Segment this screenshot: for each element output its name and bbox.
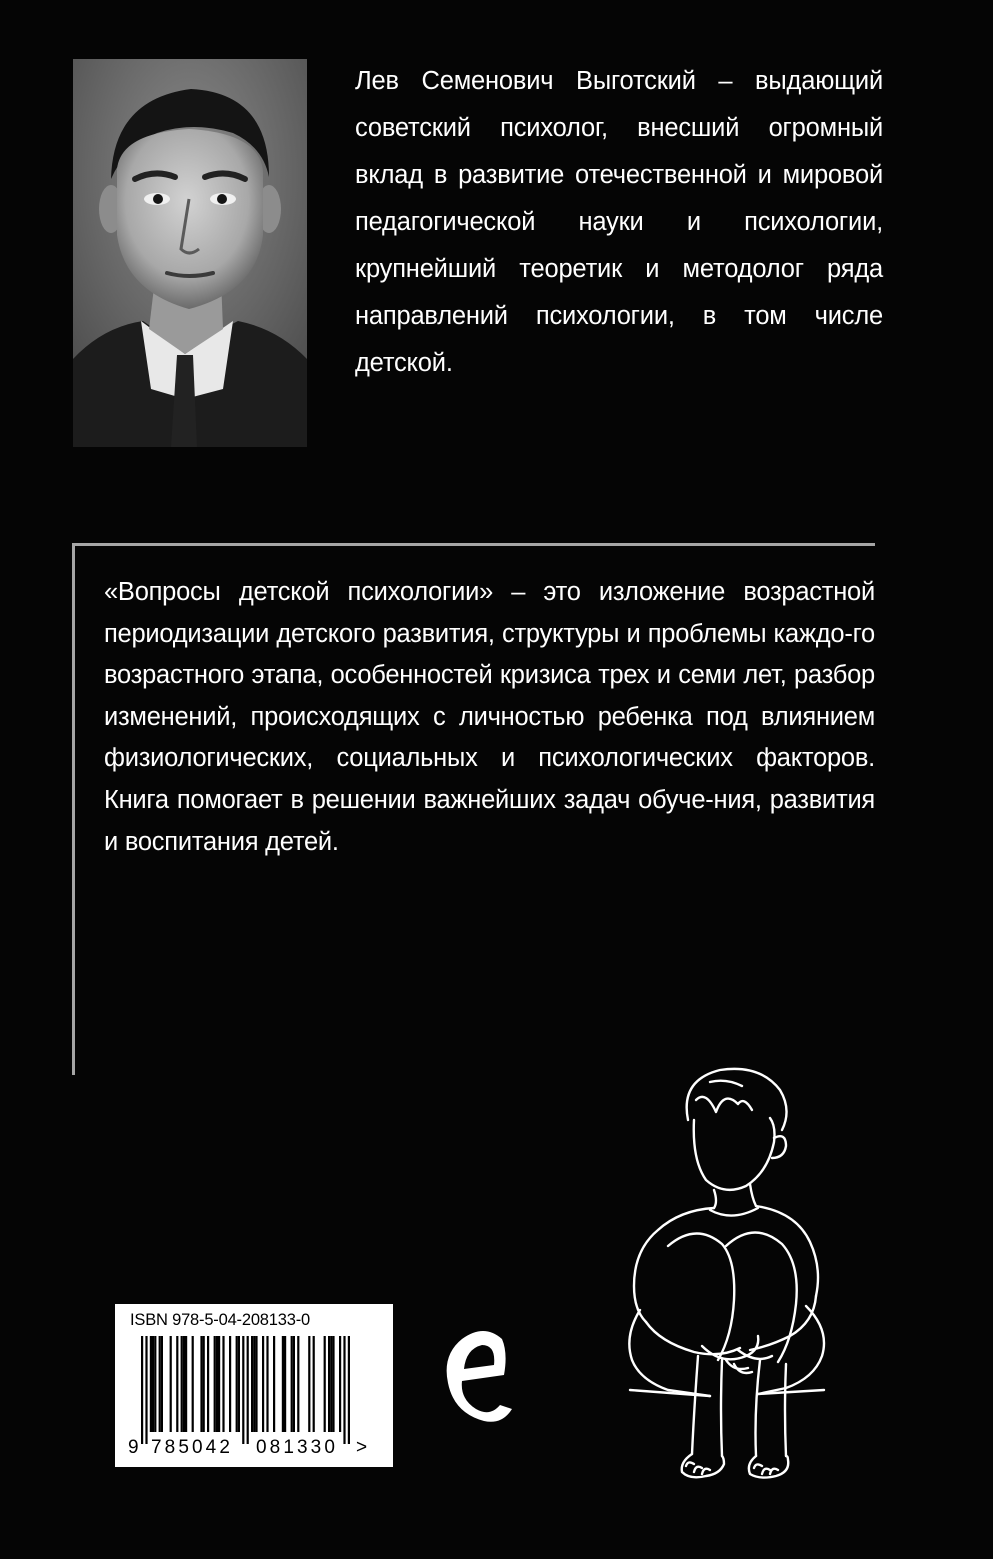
barcode-bar [145,1336,147,1444]
barcode-bar [291,1336,293,1432]
barcode-bar [203,1336,205,1432]
barcode-bar [183,1336,185,1432]
barcode-bar [330,1336,332,1432]
ean-right-digits: 081330 [256,1437,339,1458]
barcode-bar [266,1336,268,1432]
isbn-barcode-block [115,1304,393,1467]
barcode-bar [214,1336,216,1432]
barcode-bar [262,1336,264,1432]
isbn-label: ISBN 978-5-04-208133-0 [130,1311,310,1329]
frame-rule-left [72,543,75,1075]
barcode-bar [152,1336,154,1432]
barcode-bar [247,1336,249,1444]
author-bio: Лев Семенович Выготский – выдающий советский психолог, внесший огромный вклад в развитие отечественной и мировой педагогической науки и психологии, крупнейший теоретик и методолог ряда направлений психологии, в том числе детской. [355,67,883,377]
barcode-bar [251,1336,253,1432]
barcode-bar [339,1336,341,1432]
barcode-bar [255,1336,257,1432]
barcode-bar [284,1336,286,1432]
barcode-bar [185,1336,187,1432]
ean-arrow: > [356,1437,368,1458]
barcode-bar [192,1336,194,1432]
author-portrait-photo [73,59,307,447]
barcode-bar [238,1336,240,1432]
ean-left-digits: 785042 [151,1437,234,1458]
barcode-bar [236,1336,238,1432]
barcode-bar [200,1336,202,1432]
barcode-bar [181,1336,183,1432]
barcode-bar [242,1336,244,1444]
barcode-bar [161,1336,163,1432]
frame-rule-top [73,543,875,546]
barcode-bar [253,1336,255,1432]
barcode-bar [332,1336,334,1432]
barcode-bar [154,1336,156,1432]
barcode-bar [207,1336,209,1432]
barcode-bar [308,1336,310,1432]
barcode-bar [328,1336,330,1432]
barcode-bar [343,1336,345,1444]
barcode-bar [216,1336,218,1432]
barcode-bar [222,1336,224,1432]
barcode-bar [150,1336,152,1432]
book-description: «Вопросы детской психологии» – это изложение возрастной периодизации детского развития, структуры и проблемы каждо-го возрастного этапа, особенностей кризиса трех и семи лет, разбор изменений, происходящих с личностью ребенка под влиянием физиологических, социальных и психологических факторов. Книга помогает в решении важнейших задач обуче-ния, развития и воспитания детей. [104,578,875,856]
ean-first-digit: 9 [128,1437,139,1458]
barcode-bar [282,1336,284,1432]
barcode-bar [159,1336,161,1432]
barcode-bar [176,1336,178,1432]
barcode-bar [273,1336,275,1432]
publisher-logo-icon [440,1325,516,1435]
child-line-drawing-icon [610,1060,840,1500]
barcode-bar [141,1336,143,1444]
barcode-bar [348,1336,350,1444]
barcode-bar [324,1336,326,1432]
barcode-bar [293,1336,295,1432]
barcode-bar [229,1336,231,1432]
barcode-bar [313,1336,315,1432]
barcode-bar [297,1336,299,1432]
barcode-bar [170,1336,172,1432]
barcode-bar [218,1336,220,1432]
